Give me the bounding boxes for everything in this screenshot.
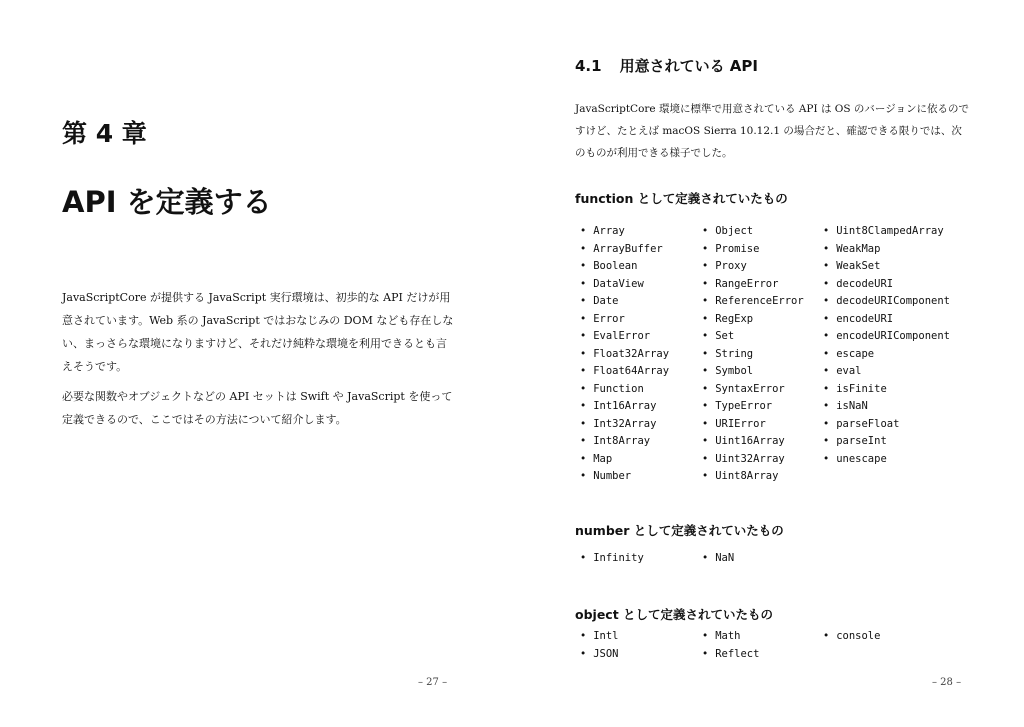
list-item: • EvalError: [580, 328, 669, 346]
list-item: • Proxy: [702, 258, 804, 276]
list-item: • Intl: [580, 628, 619, 646]
list-item: • Set: [702, 328, 804, 346]
list-item: • Error: [580, 311, 669, 329]
list-item: • Reflect: [702, 646, 759, 664]
list-item: • console: [823, 628, 880, 646]
body-paragraph-1: JavaScriptCore が提供する JavaScript 実行環境は、初歩的な API だけが用意されています。Web 系の JavaScript ではおなじみの DOM なども存在しない、まっさらな環境になりますけど、それだけ純粋な環境を利用できるとも言えそうです。: [62, 291, 454, 373]
list-item: • Int32Array: [580, 416, 669, 434]
list-item: • parseInt: [823, 433, 950, 451]
list-item: • SyntaxError: [702, 381, 804, 399]
list-item: • isNaN: [823, 398, 950, 416]
list-item: • URIError: [702, 416, 804, 434]
list-item: • ArrayBuffer: [580, 241, 669, 259]
list-item: • Uint32Array: [702, 451, 804, 469]
list-item: • encodeURI: [823, 311, 950, 329]
list-item: • TypeError: [702, 398, 804, 416]
function-list-col3: [823, 223, 950, 468]
number-list-col2: [702, 550, 734, 568]
list-item: • Number: [580, 468, 669, 486]
function-list-col1: [580, 223, 669, 486]
list-item: • Boolean: [580, 258, 669, 276]
list-item: • Array: [580, 223, 669, 241]
right-page: [512, 0, 1024, 727]
list-item: • Float32Array: [580, 346, 669, 364]
list-item: • parseFloat: [823, 416, 950, 434]
list-item: • Function: [580, 381, 669, 399]
body-paragraph-2: 必要な関数やオブジェクトなどの API セットは Swift や JavaScript を使って定義できるので、ここではその方法について紹介します。: [62, 390, 453, 426]
number-heading: number として定義されていたもの: [575, 523, 784, 538]
list-item: • Promise: [702, 241, 804, 259]
list-item: • String: [702, 346, 804, 364]
list-item: • Map: [580, 451, 669, 469]
list-item: • WeakSet: [823, 258, 950, 276]
list-item: • Uint16Array: [702, 433, 804, 451]
object-list-col3: [823, 628, 880, 646]
list-item: • DataView: [580, 276, 669, 294]
list-item: • isFinite: [823, 381, 950, 399]
number-list-col1: [580, 550, 644, 568]
chapter-title: API を定義する: [62, 185, 272, 219]
list-item: • NaN: [702, 550, 734, 568]
intro-paragraph: JavaScriptCore 環境に標準で用意されている API は OS のバージョンに依るのですけど、たとえば macOS Sierra 10.12.1 の場合だと、確認できる限りでは、次のものが利用できる様子でした。: [575, 103, 970, 159]
list-item: • Math: [702, 628, 759, 646]
page-number: – 28 –: [932, 677, 962, 688]
section-heading: [575, 55, 758, 76]
list-item: • encodeURIComponent: [823, 328, 950, 346]
list-item: • RegExp: [702, 311, 804, 329]
list-item: • Symbol: [702, 363, 804, 381]
section-title: 用意されている API: [619, 57, 758, 75]
list-item: • Infinity: [580, 550, 644, 568]
list-item: • Int16Array: [580, 398, 669, 416]
list-item: • eval: [823, 363, 950, 381]
list-item: • Date: [580, 293, 669, 311]
list-item: • JSON: [580, 646, 619, 664]
section-number: 4.1: [575, 57, 602, 75]
function-list-col2: [702, 223, 804, 486]
list-item: • Uint8ClampedArray: [823, 223, 950, 241]
list-item: • unescape: [823, 451, 950, 469]
list-item: • escape: [823, 346, 950, 364]
page-number: – 27 –: [418, 677, 448, 688]
list-item: • ReferenceError: [702, 293, 804, 311]
list-item: • decodeURIComponent: [823, 293, 950, 311]
object-list-col2: [702, 628, 759, 663]
list-item: • Int8Array: [580, 433, 669, 451]
function-heading: function として定義されていたもの: [575, 191, 788, 206]
list-item: • WeakMap: [823, 241, 950, 259]
list-item: • RangeError: [702, 276, 804, 294]
chapter-label: 第 4 章: [62, 119, 147, 148]
object-heading: object として定義されていたもの: [575, 607, 774, 622]
list-item: • Object: [702, 223, 804, 241]
list-item: • Float64Array: [580, 363, 669, 381]
list-item: • decodeURI: [823, 276, 950, 294]
list-item: • Uint8Array: [702, 468, 804, 486]
object-list-col1: [580, 628, 619, 663]
